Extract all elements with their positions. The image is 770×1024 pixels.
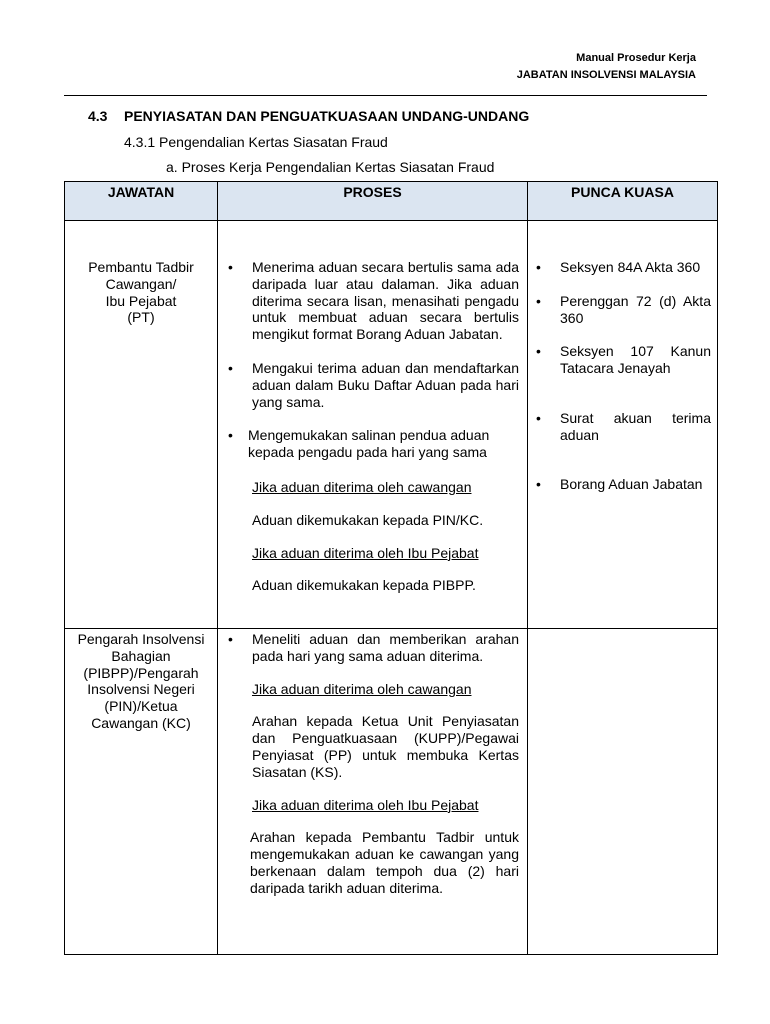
kuasa-text: Seksyen 84A Akta 360 [560,259,701,275]
bullet-text: Meneliti aduan dan memberikan arahan pada hari yang sama aduan diterima. [252,631,519,664]
punca-kuasa-cell [528,221,718,629]
proses-cell [218,221,528,629]
jawatan-line: (PT) [127,309,155,326]
bullet-icon: • [536,259,541,275]
ibu-pejabat-heading: Jika aduan diterima oleh Ibu Pejabat [252,796,479,813]
kuasa-text: Seksyen 107 Kanun Tatacara Jenayah [560,343,711,377]
bullet-text: Mengemukakan salinan pendua aduan kepada pengadu pada hari yang sama [248,427,490,461]
jawatan-line: (PIN)/Ketua [104,698,178,715]
jawatan-line: Cawangan (KC) [91,714,191,731]
bullet-icon: • [536,475,541,492]
proses-cell [218,629,528,955]
header-proses: PROSES [218,182,528,221]
jawatan-line: (PIBPP)/Pengarah [83,664,199,681]
cawangan-text: Aduan dikemukakan kepada PIN/KC. [252,511,484,528]
kuasa-item [536,293,711,327]
jawatan-line: Cawangan/ [105,275,177,292]
ibu-pejabat-text: Aduan dikemukakan kepada PIBPP. [252,577,476,594]
header-divider [64,95,707,96]
jawatan-cell [65,221,218,629]
bullet-icon: • [228,427,233,444]
kuasa-item [536,410,711,444]
table-header-row [65,182,718,221]
kuasa-item [536,476,711,493]
cawangan-heading: Jika aduan diterima oleh cawangan [252,478,472,495]
bullet-icon: • [228,359,233,376]
bullet-text: Menerima aduan secara bertulis sama ada daripada luar atau dalaman. Jika aduan diterima secara lisan, menasihati pengadu untuk membuat aduan secara bertulis mengikut format Borang Aduan Jabatan. [252,259,519,343]
table-row [65,221,718,629]
proses-bullet [228,360,519,410]
header-punca-kuasa: PUNCA KUASA [528,182,718,221]
jawatan-cell [65,629,218,955]
jawatan-line: Insolvensi Negeri [87,681,195,698]
kuasa-item [536,259,711,276]
jawatan-line: Bahagian [111,647,171,664]
ibu-pejabat-text: Arahan kepada Pembantu Tadbir untuk mengemukakan aduan ke cawangan yang berkenaan dalam tempoh dua (2) hari daripada tarikh aduan diterima. [250,829,519,896]
manual-title: Manual Prosedur Kerja [576,52,696,64]
item-title: a. Proses Kerja Pengendalian Kertas Siasatan Fraud [166,159,495,175]
jawatan-line: Pengarah Insolvensi [77,631,205,647]
ibu-pejabat-heading: Jika aduan diterima oleh Ibu Pejabat [252,544,479,561]
bullet-icon: • [536,292,541,309]
bullet-icon: • [536,343,541,360]
table-row [65,629,718,955]
bullet-icon: • [228,631,233,647]
bullet-text: Mengakui terima aduan dan mendaftarkan aduan dalam Buku Daftar Aduan pada hari yang sama. [252,359,519,410]
jawatan-line: Pembantu Tadbir [88,259,194,275]
section-number: 4.3 [88,108,108,124]
proses-bullet [228,427,519,461]
kuasa-text: Surat akuan terima aduan [560,409,711,443]
agency-name: JABATAN INSOLVENSI MALAYSIA [516,69,696,81]
cawangan-heading: Jika aduan diterima oleh cawangan [252,680,472,697]
kuasa-text: Borang Aduan Jabatan [560,475,703,492]
proses-bullet [228,259,519,343]
kuasa-text: Perenggan 72 (d) Akta 360 [560,292,711,326]
subsection-title: 4.3.1 Pengendalian Kertas Siasatan Fraud [124,134,388,150]
bullet-icon: • [228,259,233,275]
jawatan-line: Ibu Pejabat [105,292,177,309]
kuasa-item [536,343,711,377]
cawangan-text: Arahan kepada Ketua Unit Penyiasatan dan Penguatkuasaan (KUPP)/Pegawai Penyiasat (PP) untuk membuka Kertas Siasatan (KS). [252,713,519,780]
section-title: PENYIASATAN DAN PENGUATKUASAAN UNDANG-UNDANG [124,108,530,124]
proses-bullet [228,631,519,665]
process-table [64,181,718,955]
header-jawatan: JAWATAN [65,182,218,221]
bullet-icon: • [536,409,541,426]
punca-kuasa-cell [528,629,718,955]
